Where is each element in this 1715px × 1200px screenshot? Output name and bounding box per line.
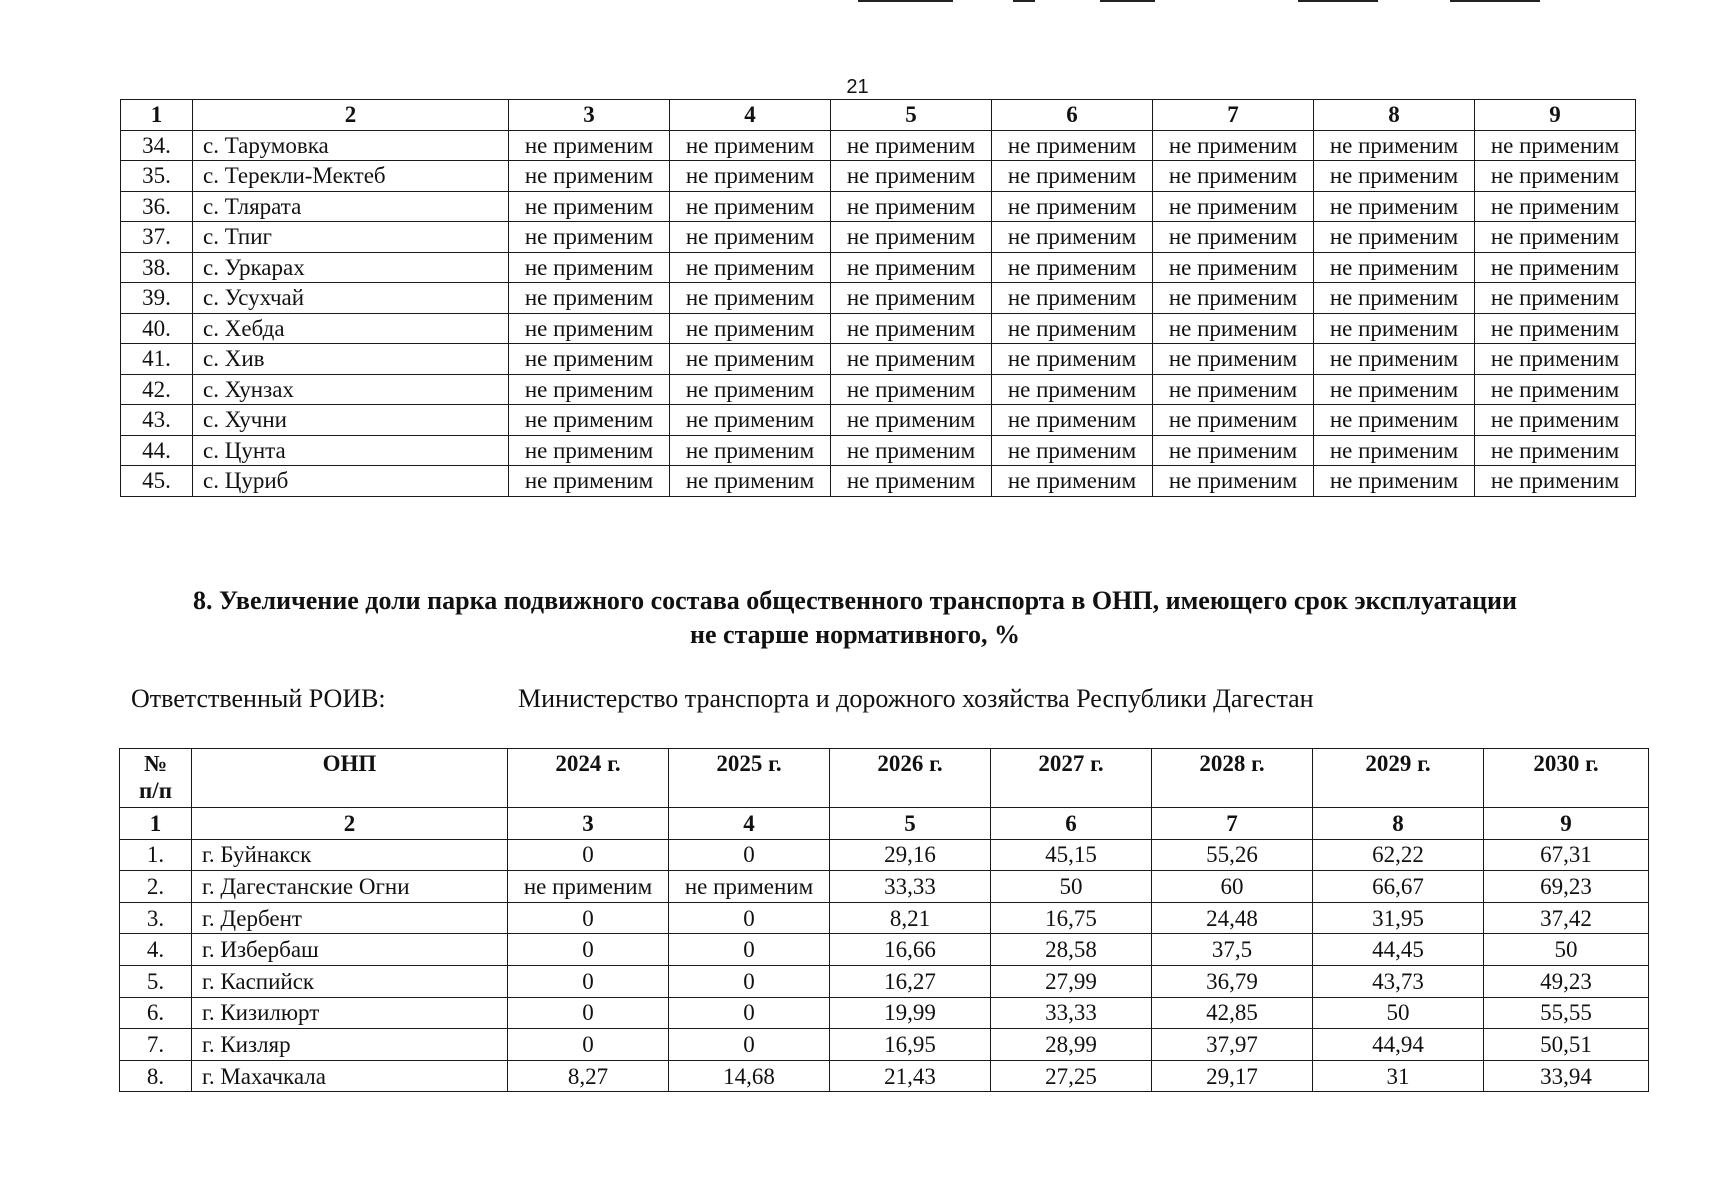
value-cell: не применим: [1314, 466, 1475, 497]
value-cell: 0: [669, 839, 830, 871]
settlement-name-cell: г. Дербент: [192, 902, 508, 934]
value-cell: не применим: [1314, 313, 1475, 344]
table-row: [121, 283, 1636, 314]
row-number-cell: 41.: [121, 344, 193, 375]
row-number-cell: 44.: [121, 435, 193, 466]
value-cell: не применим: [831, 313, 992, 344]
settlement-name-cell: с. Тлярата: [193, 191, 509, 222]
value-cell: не применим: [670, 313, 831, 344]
column-index-cell: 6: [992, 100, 1153, 131]
value-cell: не применим: [831, 344, 992, 375]
value-cell: не применим: [1475, 283, 1636, 314]
column-index-cell: 4: [670, 100, 831, 131]
value-cell: не применим: [509, 374, 670, 405]
value-cell: 49,23: [1484, 965, 1649, 997]
value-cell: не применим: [509, 283, 670, 314]
section-title-line-2: не старше нормативного, %: [690, 620, 1020, 649]
settlement-header-cell: ОНП: [192, 749, 508, 808]
value-cell: 33,94: [1484, 1060, 1649, 1092]
settlement-name-cell: г. Кизилюрт: [192, 997, 508, 1029]
table-row: [121, 313, 1636, 344]
value-cell: не применим: [1314, 405, 1475, 436]
value-cell: 31: [1313, 1060, 1484, 1092]
header-row: [121, 100, 1636, 131]
value-cell: не применим: [1153, 374, 1314, 405]
column-index-cell: 8: [1314, 100, 1475, 131]
value-cell: 42,85: [1152, 997, 1313, 1029]
value-cell: не применим: [670, 435, 831, 466]
row-number-cell: 42.: [121, 374, 193, 405]
value-cell: не применим: [1475, 191, 1636, 222]
column-index-cell: 5: [830, 808, 991, 840]
value-cell: 28,99: [991, 1029, 1152, 1061]
value-cell: не применим: [1153, 283, 1314, 314]
value-cell: не применим: [1153, 313, 1314, 344]
value-cell: 8,21: [830, 902, 991, 934]
column-index-cell: 9: [1475, 100, 1636, 131]
value-cell: 36,79: [1152, 965, 1313, 997]
value-cell: не применим: [1475, 344, 1636, 375]
table-row: [121, 191, 1636, 222]
value-cell: не применим: [670, 191, 831, 222]
value-cell: не применим: [992, 283, 1153, 314]
row-number-cell: 5.: [120, 965, 192, 997]
row-number-cell: 37.: [121, 222, 193, 253]
value-cell: 0: [508, 997, 669, 1029]
value-cell: не применим: [1475, 374, 1636, 405]
value-cell: 43,73: [1313, 965, 1484, 997]
fleet-share-table: [119, 748, 1649, 1092]
row-number-cell: 43.: [121, 405, 193, 436]
table-row: [120, 965, 1649, 997]
settlement-name-cell: с. Цуриб: [193, 466, 509, 497]
value-cell: не применим: [1475, 466, 1636, 497]
settlement-name-cell: с. Хив: [193, 344, 509, 375]
value-cell: не применим: [1475, 252, 1636, 283]
value-cell: 16,66: [830, 934, 991, 966]
column-index-cell: 4: [669, 808, 830, 840]
year-header-cell: 2027 г.: [991, 749, 1152, 808]
row-number-cell: 36.: [121, 191, 193, 222]
value-cell: не применим: [831, 130, 992, 161]
value-cell: 50: [1313, 997, 1484, 1029]
value-cell: 24,48: [1152, 902, 1313, 934]
value-cell: 33,33: [991, 997, 1152, 1029]
value-cell: не применим: [992, 466, 1153, 497]
value-cell: не применим: [1153, 435, 1314, 466]
value-cell: не применим: [1314, 283, 1475, 314]
table-row: [120, 1060, 1649, 1092]
year-header-cell: 2026 г.: [830, 749, 991, 808]
value-cell: 16,27: [830, 965, 991, 997]
responsible-ministry: Министерство транспорта и дорожного хозяйства Республики Дагестан: [518, 684, 1314, 713]
value-cell: 50: [991, 871, 1152, 903]
value-cell: не применим: [1475, 405, 1636, 436]
row-number-cell: 1.: [120, 839, 192, 871]
value-cell: не применим: [831, 466, 992, 497]
value-cell: не применим: [992, 252, 1153, 283]
table-row: [120, 871, 1649, 903]
section-title-line-1: 8. Увеличение доли парка подвижного состава общественного транспорта в ОНП, имеющего срок эксплуатации: [192, 586, 1518, 615]
value-cell: 69,23: [1484, 871, 1649, 903]
value-cell: 0: [508, 934, 669, 966]
table-row: [121, 130, 1636, 161]
settlement-name-cell: г. Буйнакск: [192, 839, 508, 871]
value-cell: 37,42: [1484, 902, 1649, 934]
value-cell: 28,58: [991, 934, 1152, 966]
table-row: [120, 997, 1649, 1029]
value-cell: не применим: [509, 161, 670, 192]
settlement-name-cell: с. Усухчай: [193, 283, 509, 314]
value-cell: 44,94: [1313, 1029, 1484, 1061]
value-cell: 37,97: [1152, 1029, 1313, 1061]
value-cell: не применим: [509, 130, 670, 161]
number-header-line-1: №: [143, 751, 168, 776]
value-cell: 55,26: [1152, 839, 1313, 871]
value-cell: 14,68: [669, 1060, 830, 1092]
value-cell: не применим: [831, 405, 992, 436]
settlement-name-cell: с. Хучни: [193, 405, 509, 436]
table-row: [121, 344, 1636, 375]
value-cell: 0: [508, 965, 669, 997]
settlement-name-cell: с. Хебда: [193, 313, 509, 344]
top-edge-rule: [1013, 0, 1035, 2]
table-row: [120, 902, 1649, 934]
row-number-cell: 39.: [121, 283, 193, 314]
top-edge-rule: [1100, 0, 1155, 2]
year-header-cell: 2025 г.: [669, 749, 830, 808]
column-index-cell: 8: [1313, 808, 1484, 840]
value-cell: не применим: [670, 130, 831, 161]
row-number-cell: 35.: [121, 161, 193, 192]
header-row: [120, 749, 1649, 808]
value-cell: не применим: [670, 161, 831, 192]
value-cell: не применим: [1475, 161, 1636, 192]
value-cell: не применим: [1314, 252, 1475, 283]
value-cell: не применим: [992, 222, 1153, 253]
column-index-cell: 5: [831, 100, 992, 131]
number-header-cell: [120, 749, 192, 808]
row-number-cell: 2.: [120, 871, 192, 903]
value-cell: не применим: [1314, 374, 1475, 405]
column-index-row: [120, 808, 1649, 840]
value-cell: не применим: [1314, 222, 1475, 253]
column-index-cell: 2: [193, 100, 509, 131]
row-number-cell: 40.: [121, 313, 193, 344]
settlement-name-cell: г. Махачкала: [192, 1060, 508, 1092]
row-number-cell: 38.: [121, 252, 193, 283]
value-cell: не применим: [509, 252, 670, 283]
settlement-name-cell: с. Уркарах: [193, 252, 509, 283]
row-number-cell: 3.: [120, 902, 192, 934]
value-cell: не применим: [509, 405, 670, 436]
value-cell: не применим: [670, 252, 831, 283]
value-cell: не применим: [670, 222, 831, 253]
number-header-line-2: п/п: [139, 778, 172, 803]
value-cell: 0: [508, 839, 669, 871]
value-cell: не применим: [670, 344, 831, 375]
value-cell: 33,33: [830, 871, 991, 903]
table-row: [121, 374, 1636, 405]
value-cell: не применим: [1153, 222, 1314, 253]
value-cell: 21,43: [830, 1060, 991, 1092]
table-row: [121, 435, 1636, 466]
value-cell: 0: [669, 997, 830, 1029]
value-cell: 62,22: [1313, 839, 1484, 871]
top-edge-rule: [858, 0, 953, 2]
value-cell: не применим: [509, 344, 670, 375]
table-row: [120, 1029, 1649, 1061]
value-cell: не применим: [1153, 252, 1314, 283]
value-cell: не применим: [508, 871, 669, 903]
settlement-name-cell: с. Цунта: [193, 435, 509, 466]
value-cell: не применим: [992, 344, 1153, 375]
value-cell: 0: [508, 1029, 669, 1061]
year-header-cell: 2029 г.: [1313, 749, 1484, 808]
value-cell: не применим: [992, 191, 1153, 222]
value-cell: 0: [669, 965, 830, 997]
value-cell: не применим: [1153, 130, 1314, 161]
year-header-cell: 2030 г.: [1484, 749, 1649, 808]
value-cell: не применим: [992, 313, 1153, 344]
value-cell: 0: [508, 902, 669, 934]
value-cell: не применим: [831, 191, 992, 222]
value-cell: не применим: [1153, 161, 1314, 192]
value-cell: не применим: [1314, 344, 1475, 375]
value-cell: 27,25: [991, 1060, 1152, 1092]
settlements-table-continued: [120, 99, 1636, 497]
row-number-cell: 6.: [120, 997, 192, 1029]
page-number: 21: [846, 76, 869, 98]
value-cell: 0: [669, 934, 830, 966]
column-index-cell: 6: [991, 808, 1152, 840]
value-cell: не применим: [1475, 130, 1636, 161]
value-cell: не применим: [1475, 222, 1636, 253]
top-edge-rule: [1298, 0, 1378, 2]
value-cell: не применим: [670, 405, 831, 436]
value-cell: 27,99: [991, 965, 1152, 997]
value-cell: 0: [669, 902, 830, 934]
value-cell: 8,27: [508, 1060, 669, 1092]
column-index-cell: 2: [192, 808, 508, 840]
value-cell: не применим: [1314, 435, 1475, 466]
value-cell: не применим: [831, 283, 992, 314]
value-cell: 45,15: [991, 839, 1152, 871]
row-number-cell: 7.: [120, 1029, 192, 1061]
value-cell: 16,75: [991, 902, 1152, 934]
value-cell: не применим: [509, 466, 670, 497]
value-cell: не применим: [670, 374, 831, 405]
table-row: [120, 839, 1649, 871]
year-header-cell: 2028 г.: [1152, 749, 1313, 808]
table-row: [121, 466, 1636, 497]
section-title: [120, 584, 1590, 652]
settlement-name-cell: г. Избербаш: [192, 934, 508, 966]
column-index-cell: 3: [509, 100, 670, 131]
column-index-cell: 3: [508, 808, 669, 840]
value-cell: 66,67: [1313, 871, 1484, 903]
row-number-cell: 4.: [120, 934, 192, 966]
settlement-name-cell: г. Каспийск: [192, 965, 508, 997]
table-row: [121, 222, 1636, 253]
settlement-name-cell: с. Терекли-Мектеб: [193, 161, 509, 192]
value-cell: не применим: [669, 871, 830, 903]
value-cell: 50,51: [1484, 1029, 1649, 1061]
value-cell: 50: [1484, 934, 1649, 966]
value-cell: не применим: [831, 222, 992, 253]
value-cell: не применим: [509, 313, 670, 344]
settlement-name-cell: г. Дагестанские Огни: [192, 871, 508, 903]
value-cell: не применим: [831, 435, 992, 466]
value-cell: не применим: [1153, 405, 1314, 436]
table-row: [121, 405, 1636, 436]
value-cell: 19,99: [830, 997, 991, 1029]
column-index-cell: 7: [1153, 100, 1314, 131]
row-number-cell: 34.: [121, 130, 193, 161]
value-cell: не применим: [1475, 435, 1636, 466]
table-row: [120, 934, 1649, 966]
value-cell: 44,45: [1313, 934, 1484, 966]
value-cell: не применим: [992, 161, 1153, 192]
value-cell: не применим: [1314, 191, 1475, 222]
value-cell: 55,55: [1484, 997, 1649, 1029]
value-cell: не применим: [831, 374, 992, 405]
table-row: [121, 161, 1636, 192]
top-edge-rule: [1450, 0, 1540, 2]
value-cell: не применим: [509, 435, 670, 466]
value-cell: 29,17: [1152, 1060, 1313, 1092]
value-cell: не применим: [509, 191, 670, 222]
year-header-cell: 2024 г.: [508, 749, 669, 808]
value-cell: не применим: [992, 405, 1153, 436]
value-cell: не применим: [1314, 161, 1475, 192]
settlement-name-cell: с. Тпиг: [193, 222, 509, 253]
value-cell: 29,16: [830, 839, 991, 871]
column-index-cell: 7: [1152, 808, 1313, 840]
value-cell: не применим: [509, 222, 670, 253]
value-cell: не применим: [1475, 313, 1636, 344]
value-cell: не применим: [1153, 344, 1314, 375]
value-cell: не применим: [670, 466, 831, 497]
responsible-label: Ответственный РОИВ:: [131, 684, 386, 713]
value-cell: 31,95: [1313, 902, 1484, 934]
value-cell: не применим: [1153, 466, 1314, 497]
value-cell: 37,5: [1152, 934, 1313, 966]
row-number-cell: 45.: [121, 466, 193, 497]
value-cell: не применим: [670, 283, 831, 314]
value-cell: не применим: [992, 374, 1153, 405]
value-cell: не применим: [831, 161, 992, 192]
value-cell: 67,31: [1484, 839, 1649, 871]
settlement-name-cell: с. Тарумовка: [193, 130, 509, 161]
value-cell: не применим: [1314, 130, 1475, 161]
column-index-cell: 1: [120, 808, 192, 840]
settlement-name-cell: г. Кизляр: [192, 1029, 508, 1061]
value-cell: не применим: [992, 435, 1153, 466]
value-cell: не применим: [831, 252, 992, 283]
row-number-cell: 8.: [120, 1060, 192, 1092]
settlement-name-cell: с. Хунзах: [193, 374, 509, 405]
value-cell: 0: [669, 1029, 830, 1061]
value-cell: 60: [1152, 871, 1313, 903]
table-row: [121, 252, 1636, 283]
value-cell: не применим: [992, 130, 1153, 161]
column-index-cell: 1: [121, 100, 193, 131]
value-cell: 16,95: [830, 1029, 991, 1061]
column-index-cell: 9: [1484, 808, 1649, 840]
value-cell: не применим: [1153, 191, 1314, 222]
